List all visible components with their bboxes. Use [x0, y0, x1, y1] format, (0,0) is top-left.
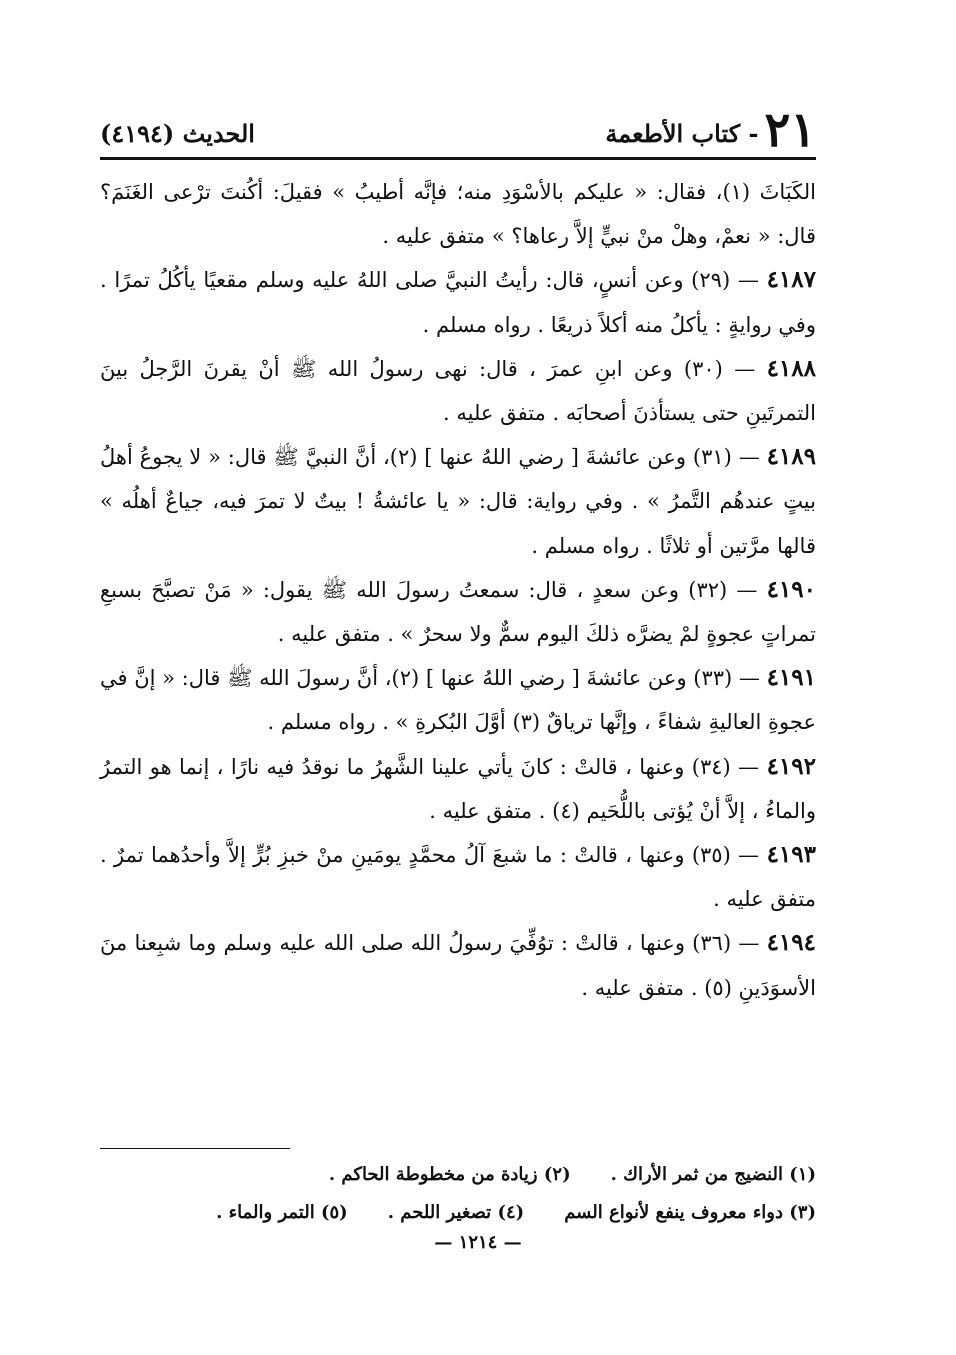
- main-text: [100, 170, 816, 1010]
- chapter-title: - كتاب الأطعمة: [605, 119, 759, 148]
- hadith-number: ٤١٩٤: [766, 929, 816, 957]
- paragraph-text: — (٣٤) وعنها ، قالتْ : كانَ يأتي علينا الشَّهرُ ما نوقدُ فيه نارًا ، إنما هو التمرُ والماءُ ، إلاَّ أنْ يُؤتى باللُّحَيم (٤) . متفق عليه .: [100, 754, 816, 823]
- paragraph-text: — (٣٠) وعن ابنِ عمرَ ، قال: نهى رسولُ الله ﷺ أنْ يقرنَ الرَّجلُ بينَ التمرتَينِ حتى يستأذنَ أصحابَه . متفق عليه .: [100, 356, 816, 426]
- paragraph-text: — (٣٢) وعن سعدٍ ، قال: سمعتُ رسولَ الله ﷺ يقول: « مَنْ تصبَّحَ بسبعِ تمراتٍ عجوةٍ لمْ يضرَّه ذلكَ اليوم سمٌّ ولا سحرٌ » . متفق عليه .: [100, 577, 816, 647]
- footnote-1: (١) النضيج من ثمر الأراك .: [610, 1164, 816, 1185]
- hadith-number: ٤١٩٣: [766, 841, 816, 869]
- hadith-4190: [100, 568, 816, 656]
- hadith-4192: [100, 745, 816, 833]
- footnote-4: (٤) تصغير اللحم .: [387, 1202, 525, 1223]
- hadith-number: ٤١٨٨: [766, 354, 816, 382]
- paragraph-text: — (٣٦) وعنها ، قالتْ : توُفِّيَ رسولُ الله صلى الله عليه وسلم وما شبِعنا منَ الأسوَدَينِ (٥) . متفق عليه .: [100, 931, 816, 1000]
- chapter-heading: [605, 102, 816, 158]
- hadith-4188: [100, 347, 816, 435]
- hadith-number: ٤١٩٠: [766, 575, 816, 603]
- paragraph-text: — (٣١) وعن عائشةَ [ رضي اللهُ عنها ] (٢)، أنَّ النبيَّ ﷺ قال: « لا يجوعُ أهلُ بيتٍ عندهُم التَّمرُ » . وفي رواية: قال: « يا عائشةُ ! بيتٌ لا تمرَ فيه، جياعٌ أهلُه » قالها مرَّتين أو ثلاثًا . رواه مسلم .: [100, 445, 816, 558]
- paragraph-text: — (٣٣) وعن عائشةَ [ رضي اللهُ عنها ] (٢)، أنَّ رسولَ الله ﷺ قال: « إنَّ في عجوةِ العاليةِ شفاءً ، وإنَّها ترياقٌ (٣) أوَّلَ البُكرةِ » . رواه مسلم .: [100, 666, 816, 735]
- hadith-4194: [100, 921, 816, 1009]
- hadith-4189: [100, 435, 816, 568]
- hadith-4193: [100, 833, 816, 921]
- hadith-number: ٤١٩١: [766, 664, 816, 692]
- page-number: — ١٢١٤ —: [434, 1232, 522, 1253]
- paragraph-continuation: [100, 170, 816, 258]
- header-divider: [100, 157, 816, 160]
- hadith-number: ٤١٨٩: [766, 443, 816, 471]
- hadith-range: الحديث (٤١٩٤): [100, 119, 255, 148]
- footnotes: [100, 1156, 816, 1232]
- footnote-5: (٥) التمر والماء .: [216, 1202, 348, 1223]
- footnote-2: (٢) زيادة من مخطوطة الحاكم .: [328, 1164, 571, 1185]
- hadith-number: ٤١٩٢: [766, 752, 816, 780]
- chapter-number: ٢١: [764, 102, 816, 158]
- page-header: [100, 98, 816, 158]
- footnote-divider: [100, 1148, 290, 1149]
- hadith-4187: [100, 258, 816, 346]
- footnote-row: [100, 1194, 816, 1232]
- footnote-row: [100, 1156, 816, 1194]
- footnote-3: (٣) دواء معروف ينفع لأنواع السم: [564, 1202, 816, 1223]
- hadith-4191: [100, 656, 816, 744]
- paragraph-text: — (٣٥) وعنها ، قالتْ : ما شبعَ آلُ محمَّدٍ يومَينِ منْ خبزِ بُرٍّ إلاَّ وأحدُهما تمرٌ . متفق عليه .: [100, 843, 816, 912]
- hadith-number: ٤١٨٧: [766, 266, 816, 294]
- paragraph-text: — (٢٩) وعن أنسٍ، قال: رأيتُ النبيَّ صلى اللهُ عليه وسلم مقعيًا يأكُلُ تمرًا . وفي روايةٍ : يأكلُ منه أكلاً ذريعًا . رواه مسلم .: [100, 268, 816, 337]
- paragraph-text: الكَبَاثَ (١)، فقال: « عليكم بالأسْوَدِ منه؛ فإنَّه أطيبُ » فقيلَ: أكُنتَ ترْعى الغَنَمَ؟ قال: « نعمْ، وهلْ منْ نبيٍّ إلاَّ رعاها؟ » متفق عليه .: [100, 180, 816, 249]
